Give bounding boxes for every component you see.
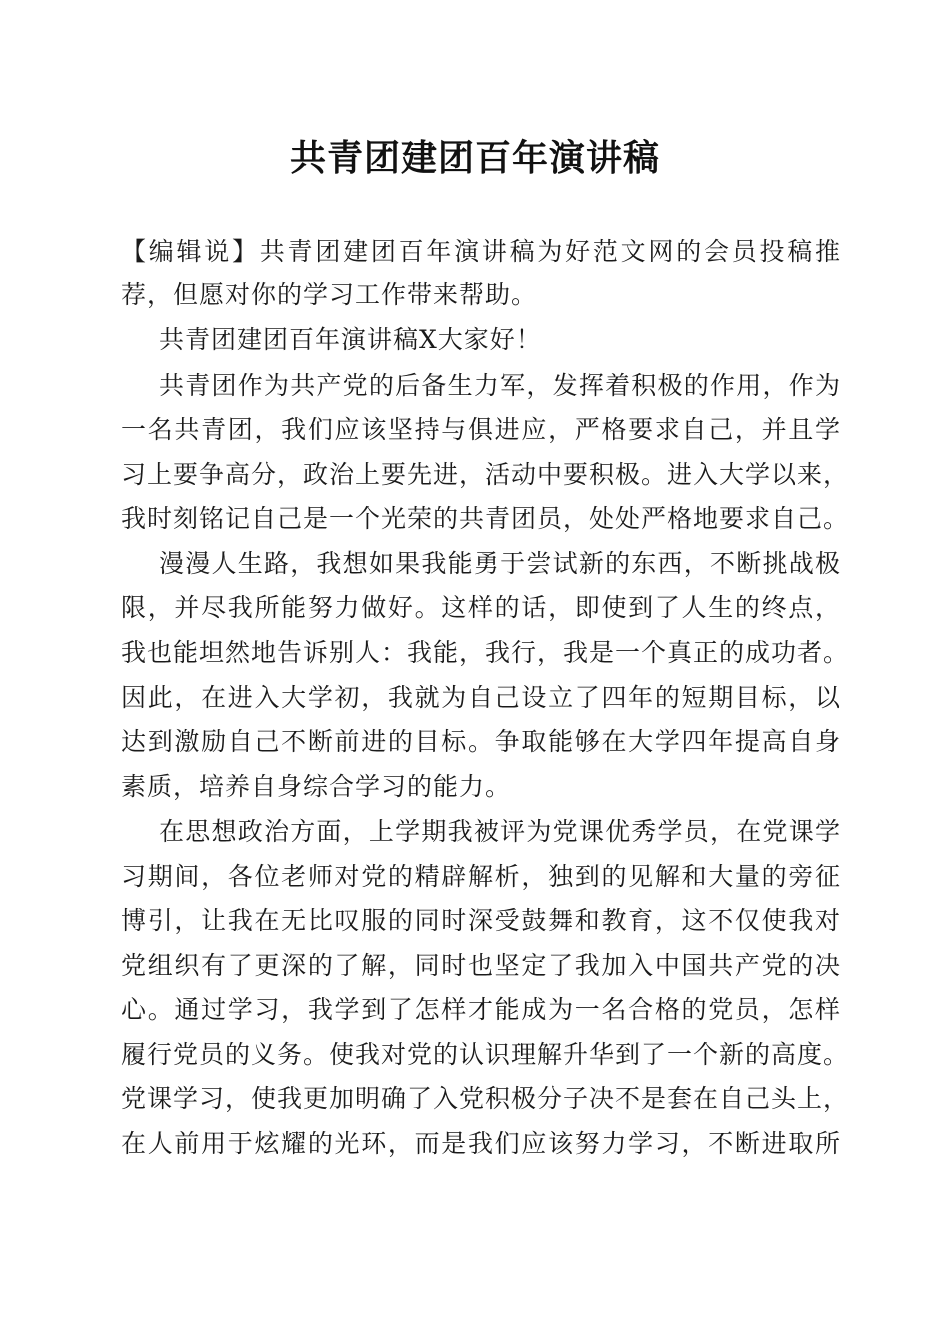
text-line: 习上要争高分，政治上要先进，活动中要积极。进入大学以来， <box>121 460 850 489</box>
document-title: 共青团建团百年演讲稿 <box>289 137 660 179</box>
text-line: 心。通过学习，我学到了怎样才能成为一名合格的党员，怎样 <box>121 995 841 1024</box>
text-line: 共青团建团百年演讲稿X大家好！ <box>159 325 542 354</box>
text-line: 党课学习，使我更加明确了入党积极分子决不是套在自己头上， <box>121 1084 850 1113</box>
text-line: 习期间，各位老师对党的精辟解析，独到的见解和大量的旁征 <box>121 862 841 891</box>
text-line: 党组织有了更深的了解，同时也坚定了我加入中国共产党的决 <box>121 951 841 980</box>
text-line: 【编辑说】共青团建团百年演讲稿为好范文网的会员投稿推 <box>121 237 841 266</box>
text-line: 达到激励自己不断前进的目标。争取能够在大学四年提高自身 <box>121 727 841 756</box>
text-line: 共青团作为共产党的后备生力军，发挥着积极的作用，作为 <box>159 371 841 400</box>
text-line: 履行党员的义务。使我对党的认识理解升华到了一个新的高度。 <box>121 1040 850 1069</box>
text-line: 我也能坦然地告诉别人：我能，我行，我是一个真正的成功者。 <box>121 638 850 667</box>
text-line: 因此，在进入大学初，我就为自己设立了四年的短期目标，以 <box>121 683 841 712</box>
text-line: 漫漫人生路，我想如果我能勇于尝试新的东西，不断挑战极 <box>159 549 841 578</box>
text-line: 荐，但愿对你的学习工作带来帮助。 <box>121 280 538 309</box>
text-line: 一名共青团，我们应该坚持与俱进应，严格要求自己，并且学 <box>121 415 841 444</box>
text-line: 在思想政治方面，上学期我被评为党课优秀学员，在党课学 <box>159 817 841 846</box>
text-line: 素质，培养自身综合学习的能力。 <box>121 772 512 801</box>
text-line: 限，并尽我所能努力做好。这样的话，即使到了人生的终点， <box>121 593 841 622</box>
text-line: 在人前用于炫耀的光环，而是我们应该努力学习，不断进取所 <box>121 1129 841 1158</box>
text-line: 我时刻铭记自己是一个光荣的共青团员，处处严格地要求自己。 <box>121 504 850 533</box>
text-line: 博引，让我在无比叹服的同时深受鼓舞和教育，这不仅使我对 <box>121 906 841 935</box>
